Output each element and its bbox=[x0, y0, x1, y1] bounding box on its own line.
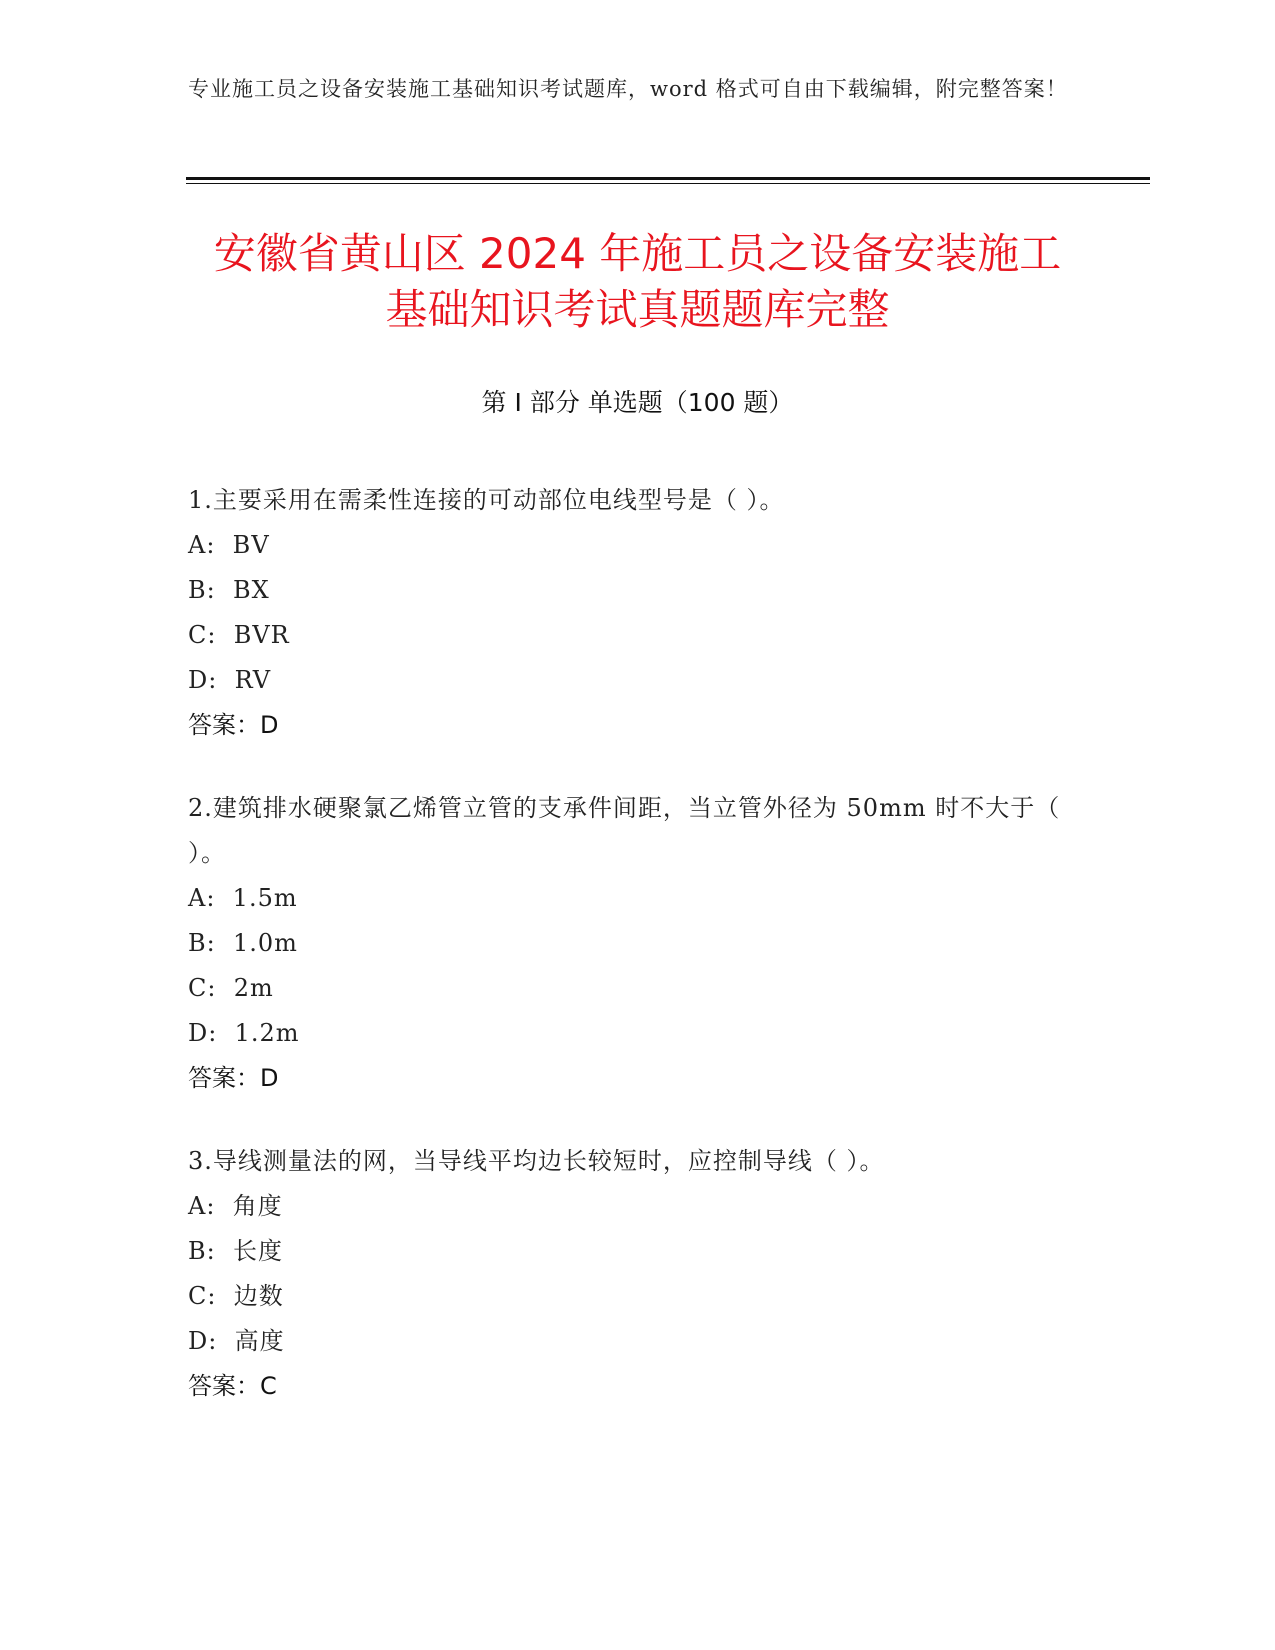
document-title-line-2: 基础知识考试真题题库完整 bbox=[385, 285, 890, 334]
option-a: A: 1.5m bbox=[188, 884, 298, 912]
option-d: D: 高度 bbox=[188, 1327, 285, 1355]
section-title: 第 I 部分 单选题（100 题） bbox=[481, 388, 794, 417]
answer: 答案：D bbox=[188, 711, 279, 739]
option-a: A: BV bbox=[188, 531, 270, 559]
option-c: C: 边数 bbox=[188, 1282, 284, 1310]
option-d: D: RV bbox=[188, 666, 272, 694]
answer: 答案：C bbox=[188, 1372, 277, 1400]
document-title-line-1: 安徽省黄山区 2024 年施工员之设备安装施工 bbox=[213, 229, 1062, 278]
option-c: C: BVR bbox=[188, 621, 290, 649]
option-a: A: 角度 bbox=[188, 1192, 283, 1220]
question-3 bbox=[188, 1139, 1078, 1409]
answer: 答案：D bbox=[188, 1064, 279, 1092]
option-b: B: 长度 bbox=[188, 1237, 283, 1265]
option-b: B: 1.0m bbox=[188, 929, 298, 957]
question-stem: 3.导线测量法的网，当导线平均边长较短时，应控制导线（ ）。 bbox=[188, 1147, 885, 1175]
header-note: 专业施工员之设备安装施工基础知识考试题库，word 格式可自由下载编辑，附完整答案！ bbox=[188, 77, 1068, 101]
question-2 bbox=[188, 786, 1078, 1101]
question-stem: 1.主要采用在需柔性连接的可动部位电线型号是（ ）。 bbox=[188, 486, 785, 514]
document-title bbox=[150, 226, 1125, 338]
question-1 bbox=[188, 478, 1078, 748]
header-rule-thick bbox=[186, 177, 1150, 180]
option-c: C: 2m bbox=[188, 974, 274, 1002]
header-rule-thin bbox=[186, 183, 1150, 184]
option-d: D: 1.2m bbox=[188, 1019, 300, 1047]
question-stem: 2.建筑排水硬聚氯乙烯管立管的支承件间距，当立管外径为 50mm 时不大于（ ）。 bbox=[188, 794, 1061, 867]
option-b: B: BX bbox=[188, 576, 270, 604]
question-list bbox=[188, 478, 1078, 1447]
